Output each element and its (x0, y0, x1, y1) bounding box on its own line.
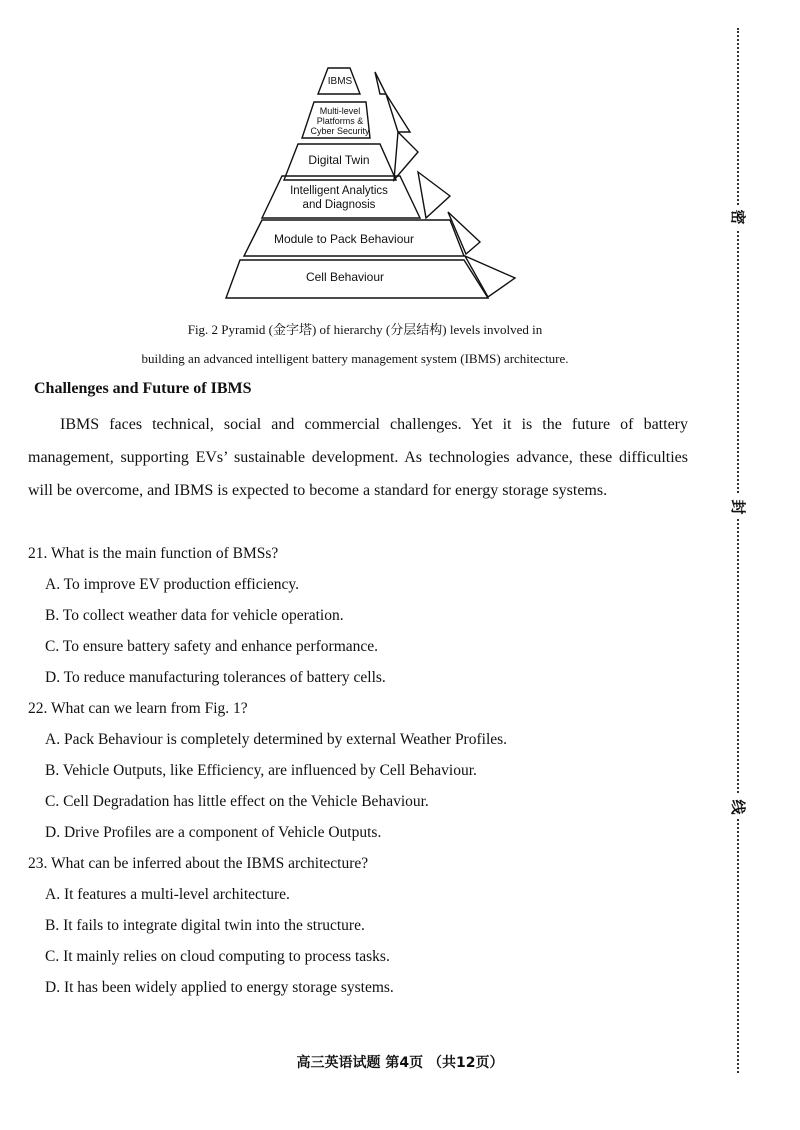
pyramid-label-module: Module to Pack Behaviour (273, 232, 415, 246)
question-21-option-a: A. To improve EV production efficiency. (45, 576, 300, 593)
seal-dotted-line (737, 28, 739, 1073)
pyramid-label-multi-line2: Platforms & (316, 116, 364, 126)
page-footer: 高三英语试题 第4页 （共12页） (296, 1055, 504, 1071)
pyramid-side-2 (386, 94, 410, 132)
ibms-pyramid-figure (220, 60, 520, 305)
question-22-option-c: C. Cell Degradation has little effect on the Vehicle Behaviour. (45, 793, 429, 810)
pyramid-label-analytics-line1: Intelligent Analytics (290, 185, 388, 197)
section-paragraph (28, 408, 688, 507)
question-23-option-b: B. It fails to integrate digital twin into the structure. (45, 917, 365, 934)
pyramid-side-3 (394, 132, 418, 180)
paragraph-line-1: IBMS faces technical, social and commercial challenges. Yet it is the future of battery (60, 416, 688, 433)
pyramid-label-multi-line3: Cyber Security (310, 126, 370, 136)
question-21-option-c: C. To ensure battery safety and enhance performance. (45, 638, 379, 655)
question-23-option-d: D. It has been widely applied to energy storage systems. (45, 979, 394, 996)
question-21-stem: 21. What is the main function of BMSs? (28, 545, 279, 562)
question-21-option-d: D. To reduce manufacturing tolerances of battery cells. (45, 669, 386, 686)
question-23-option-a: A. It features a multi-level architecture. (45, 886, 290, 903)
pyramid-label-multi (300, 106, 380, 136)
pyramid-label-analytics (264, 184, 414, 212)
pyramid-label-multi-line1: Multi-level (319, 106, 361, 116)
question-23-option-c: C. It mainly relies on cloud computing to process tasks. (45, 948, 390, 965)
question-22-option-a: A. Pack Behaviour is completely determined by external Weather Profiles. (45, 731, 508, 748)
pyramid-label-ibms: IBMS (327, 76, 353, 87)
seal-char-mi: 密 (727, 205, 749, 229)
pyramid-side-1 (375, 72, 386, 94)
question-22-option-b: B. Vehicle Outputs, like Efficiency, are influenced by Cell Behaviour. (45, 762, 477, 779)
seal-char-xian: 线 (727, 795, 749, 819)
pyramid-label-twin: Digital Twin (308, 153, 370, 167)
question-22-option-d: D. Drive Profiles are a component of Vehicle Outputs. (45, 824, 382, 841)
section-heading: Challenges and Future of IBMS (34, 380, 252, 397)
question-22-stem: 22. What can we learn from Fig. 1? (28, 700, 248, 717)
pyramid-label-analytics-line2: and Diagnosis (302, 199, 376, 211)
pyramid-side-6 (465, 256, 515, 297)
seal-char-feng: 封 (727, 495, 749, 519)
pyramid-graphic (220, 60, 520, 305)
paragraph-line-2: management, supporting EVs’ sustainable development. As technologies advance, these difficulties (28, 449, 688, 466)
question-21-option-b: B. To collect weather data for vehicle operation. (45, 607, 344, 624)
pyramid-side-4 (418, 172, 450, 218)
figure-caption-line2: building an advanced intelligent battery management system (IBMS) architecture. (141, 351, 569, 366)
paragraph-line-3: will be overcome, and IBMS is expected to become a standard for energy storage systems. (28, 482, 608, 499)
pyramid-label-cell: Cell Behaviour (305, 270, 385, 284)
figure-caption-line1: Fig. 2 Pyramid (金字塔) of hierarchy (分层结构) levels involved in (187, 322, 543, 337)
pyramid-side-5 (448, 212, 480, 254)
question-23-stem: 23. What can be inferred about the IBMS architecture? (28, 855, 369, 872)
